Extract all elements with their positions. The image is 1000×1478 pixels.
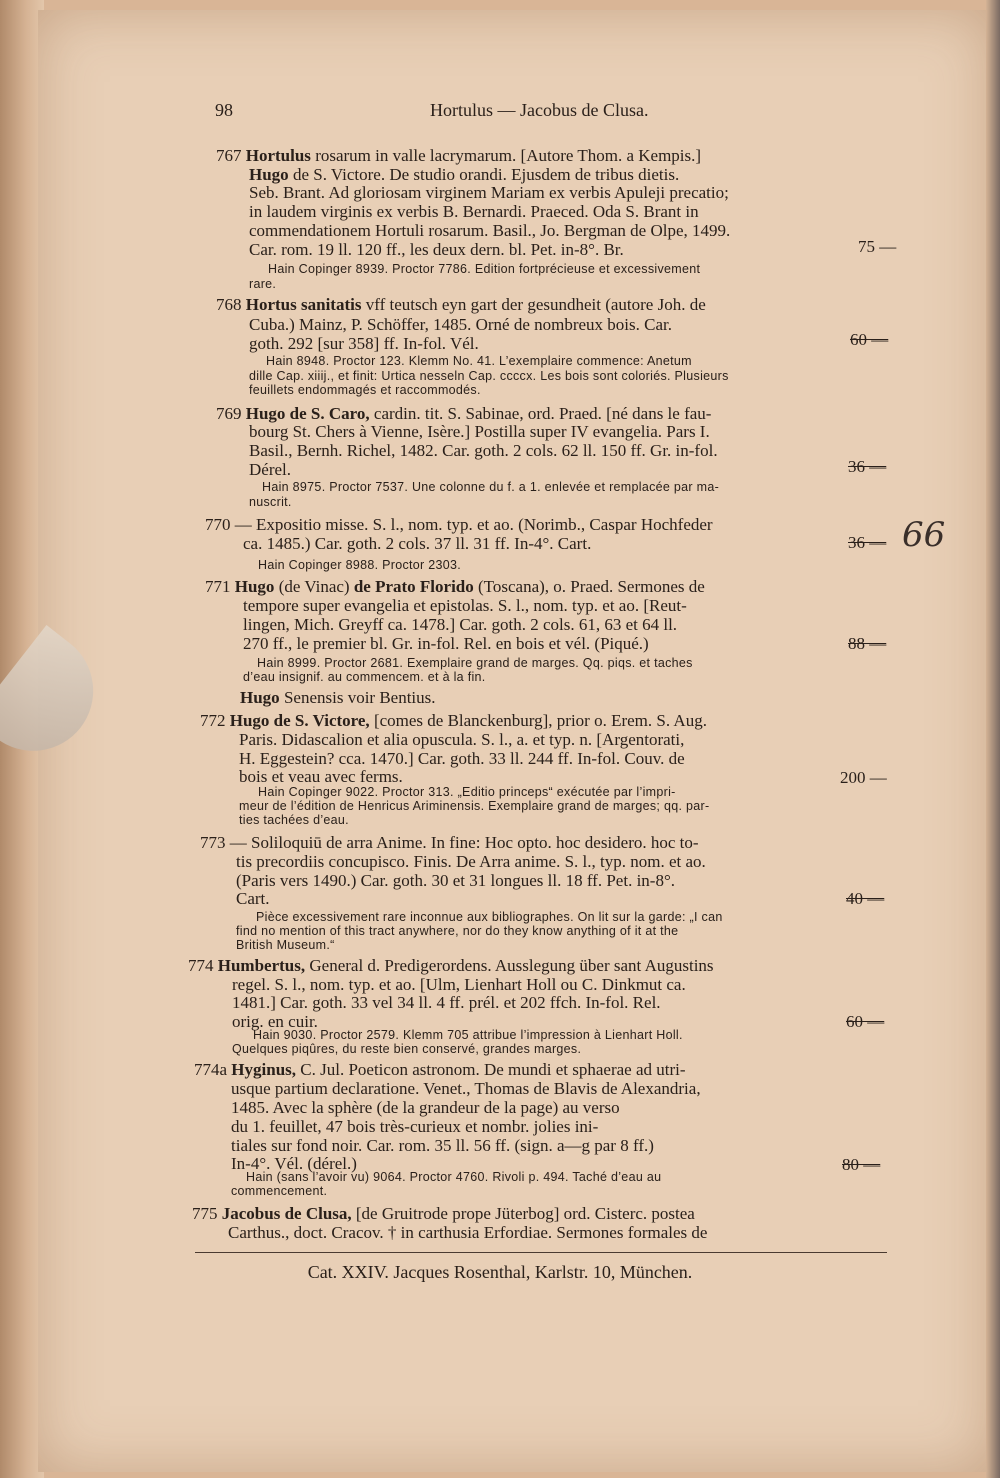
note-line: nuscrit.: [249, 495, 292, 509]
note-line: Hain 9030. Proctor 2579. Klemm 705 attribue l’impression à Lienhart Holl.: [253, 1028, 683, 1042]
footer-rule: [195, 1252, 887, 1253]
entry-line: 767 Hortulus rosarum in valle lacrymarum. [Autore Thom. a Kempis.]: [216, 146, 702, 165]
handwritten-mark: 66: [902, 515, 946, 555]
entry-line: goth. 292 [sur 358] ff. In-fol. Vél.: [249, 334, 479, 353]
entry-line: 1481.] Car. goth. 33 vel 34 ll. 4 ff. prél. et 202 ffch. In-fol. Rel.: [232, 993, 661, 1012]
entry-line: Seb. Brant. Ad gloriosam virginem Mariam ex verbis Apuleji precatio;: [249, 183, 729, 202]
entry-line: (Paris vers 1490.) Car. goth. 30 et 31 longues ll. 18 ff. Pet. in-8°.: [236, 871, 675, 890]
note-line: Hain (sans l’avoir vu) 9064. Proctor 4760. Rivoli p. 494. Taché d’eau au: [246, 1170, 662, 1184]
note-line: meur de l’édition de Henricus Ariminensis. Exemplaire grand de marges; qq. par-: [239, 799, 710, 813]
entry-line: Hugo de S. Victore. De studio orandi. Ejusdem de tribus dietis.: [249, 165, 680, 184]
page-edge: [986, 0, 1000, 1478]
entry-line: usque partium declaratione. Venet., Thomas de Blavis de Alexandria,: [231, 1079, 701, 1098]
note-line: commencement.: [231, 1184, 328, 1198]
price-mark: 36 —: [848, 533, 887, 552]
entry-line: In-4°. Vél. (dérel.): [231, 1154, 357, 1173]
price-mark: 75 —: [858, 237, 897, 256]
note-line: find no mention of this tract anywhere, nor do they know anything of it at the: [236, 924, 679, 938]
entry-line: Paris. Didascalion et alia opuscula. S. l., a. et typ. n. [Argentorati,: [239, 730, 685, 749]
note-line: Pièce excessivement rare inconnue aux bibliographes. On lit sur la garde: „I can: [256, 910, 723, 924]
entry-line: du 1. feuillet, 47 bois très-curieux et nombr. jolies ini-: [231, 1117, 599, 1136]
note-line: Hain 8948. Proctor 123. Klemm No. 41. L’exemplaire commence: Anetum: [266, 354, 692, 368]
entry-line: 770 — Expositio misse. S. l., nom. typ. et ao. (Norimb., Caspar Hochfeder: [205, 515, 713, 534]
entry-line: bourg St. Chers à Vienne, Isère.] Postilla super IV evangelia. Pars I.: [249, 422, 710, 441]
entry-line: 773 — Soliloquiū de arra Anime. In fine: Hoc opto. hoc desidero. hoc to-: [200, 833, 699, 852]
note-line: rare.: [249, 277, 277, 291]
entry-line: Hugo Senensis voir Bentius.: [240, 688, 436, 707]
entry-line: 774 Humbertus, General d. Predigerordens. Ausslegung über sant Augustins: [188, 956, 714, 975]
entry-line: Cuba.) Mainz, P. Schöffer, 1485. Orné de nombreux bois. Car.: [249, 315, 672, 334]
price-mark: 60 —: [850, 330, 889, 349]
entry-line: tis precordiis concupisco. Finis. De Arra anime. S. l., typ. nom. et ao.: [236, 852, 706, 871]
entry-line: tiales sur fond noir. Car. rom. 35 ll. 56 ff. (sign. a—g par 8 ff.): [231, 1136, 654, 1155]
entry-line: regel. S. l., nom. typ. et ao. [Ulm, Lienhart Holl ou C. Dinkmut ca.: [232, 975, 686, 994]
entry-line: lingen, Mich. Greyff ca. 1478.] Car. goth. 2 cols. 61, 63 et 64 ll.: [243, 615, 678, 634]
price-mark: 88 —: [848, 634, 887, 653]
entry-line: 769 Hugo de S. Caro, cardin. tit. S. Sabinae, ord. Praed. [né dans le fau-: [216, 404, 712, 423]
entry-line: bois et veau avec ferms.: [239, 767, 403, 786]
entry-line: tempore super evangelia et epistolas. S. l., nom. typ. et ao. [Reut-: [243, 596, 687, 615]
note-line: Hain 8999. Proctor 2681. Exemplaire grand de marges. Qq. piqs. et taches: [257, 656, 693, 670]
entry-line: 1485. Avec la sphère (de la grandeur de la page) au verso: [231, 1098, 620, 1117]
entry-line: H. Eggestein? cca. 1470.] Car. goth. 33 ll. 244 ff. In-fol. Couv. de: [239, 749, 685, 768]
note-line: Hain Copinger 8939. Proctor 7786. Edition fortprécieuse et excessivement: [268, 262, 701, 276]
note-line: Hain 8975. Proctor 7537. Une colonne du f. a 1. enlevée et remplacée par ma-: [262, 480, 720, 494]
page-number: 98: [215, 100, 233, 120]
price-mark: 200 —: [840, 768, 887, 787]
entry-line: Dérel.: [249, 460, 292, 479]
note-line: Quelques piqûres, du reste bien conservé, grandes marges.: [232, 1042, 582, 1056]
entry-line: 771 Hugo (de Vinac) de Prato Florido (Toscana), o. Praed. Sermones de: [205, 577, 705, 596]
entry-line: 768 Hortus sanitatis vff teutsch eyn gart der gesundheit (autore Joh. de: [216, 295, 706, 314]
entry-line: orig. en cuir.: [232, 1012, 318, 1031]
note-line: d’eau insignif. au commencem. et à la fin.: [243, 670, 486, 684]
note-line: Hain Copinger 9022. Proctor 313. „Editio princeps“ exécutée par l’impri-: [258, 785, 676, 799]
entry-line: 775 Jacobus de Clusa, [de Gruitrode prope Jüterbog] ord. Cisterc. postea: [192, 1204, 695, 1223]
price-mark: 60 —: [846, 1012, 885, 1031]
entry-line: 772 Hugo de S. Victore, [comes de Blanckenburg], prior o. Erem. S. Aug.: [200, 711, 707, 730]
note-line: ties tachées d’eau.: [239, 813, 349, 827]
entry-line: 270 ff., le premier bl. Gr. in-fol. Rel. en bois et vél. (Piqué.): [243, 634, 649, 653]
entry-line: Car. rom. 19 ll. 120 ff., les deux dern. bl. Pet. in-8°. Br.: [249, 240, 624, 259]
entry-line: 774a Hyginus, C. Jul. Poeticon astronom. De mundi et sphaerae ad utri-: [194, 1060, 686, 1079]
price-mark: 36 —: [848, 457, 887, 476]
price-mark: 40 —: [846, 889, 885, 908]
entry-line: commendationem Hortuli rosarum. Basil., Jo. Bergman de Olpe, 1499.: [249, 221, 731, 240]
page-footer: Cat. XXIV. Jacques Rosenthal, Karlstr. 10, München.: [307, 1262, 693, 1282]
entry-line: Carthus., doct. Cracov. † in carthusia Erfordiae. Sermones formales de: [228, 1223, 708, 1242]
entry-line: in laudem virginis ex verbis B. Bernardi. Praeced. Oda S. Brant in: [249, 202, 699, 221]
entry-line: ca. 1485.) Car. goth. 2 cols. 37 ll. 31 ff. In-4°. Cart.: [243, 534, 592, 553]
note-line: dille Cap. xiiij., et finit: Urtica nesseln Cap. ccccx. Les bois sont coloriés. Plusieurs: [249, 369, 729, 383]
note-line: Hain Copinger 8988. Proctor 2303.: [258, 558, 462, 572]
entry-line: Cart.: [236, 889, 270, 908]
note-line: feuillets endommagés et raccommodés.: [249, 383, 481, 397]
note-line: British Museum.“: [236, 938, 335, 952]
price-mark: 80 —: [842, 1155, 881, 1174]
running-title: Hortulus — Jacobus de Clusa.: [430, 100, 649, 120]
entry-line: Basil., Bernh. Richel, 1482. Car. goth. 2 cols. 62 ll. 150 ff. Gr. in-fol.: [249, 441, 718, 460]
